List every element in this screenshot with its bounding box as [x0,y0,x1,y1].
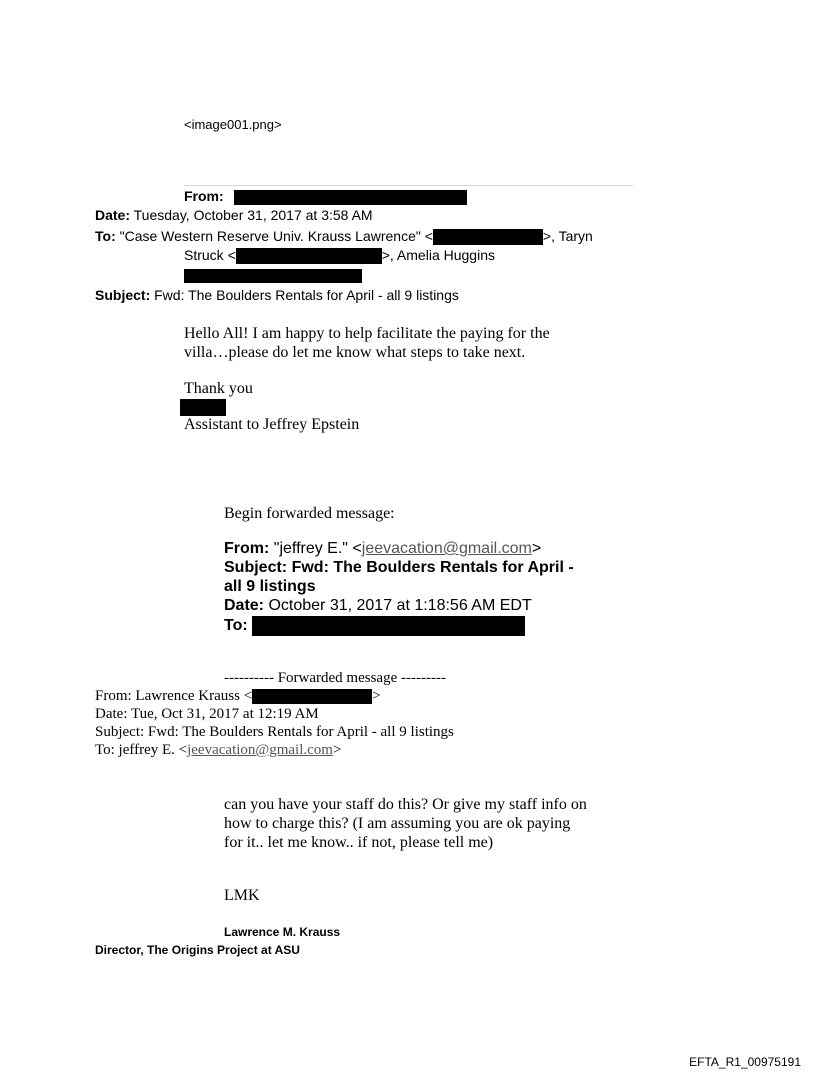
from-row [184,188,467,205]
thanks-line: Thank you [184,380,253,397]
fwd-from-name: "jeffrey E." < [269,540,362,557]
inner-to-row [95,742,341,759]
inner-date: Date: Tue, Oct 31, 2017 at 12:19 AM [95,706,319,722]
fwd-subject-line-2: all 9 listings [224,578,316,595]
to-label: To: [95,228,116,244]
inner-to-prefix: To: jeffrey E. < [95,742,188,758]
subject-row [95,287,459,303]
subject-value: Fwd: The Boulders Rentals for April - all 9 listings [150,287,459,303]
signature-line: Assistant to Jeffrey Epstein [184,416,360,433]
date-row [95,207,373,223]
fwd-from-email-link[interactable]: jeevacation@gmail.com [361,540,532,557]
msg-line-1: can you have your staff do this? Or give my staff info on [224,796,587,813]
to-value-1: "Case Western Reserve Univ. Krauss Lawrence" < [115,228,433,244]
body-line-1: Hello All! I am happy to help facilitate the paying for the [184,325,550,342]
header-divider [184,185,633,186]
signature-title: Director, The Origins Project at ASU [95,943,300,957]
redacted-signer [180,398,226,416]
fwd-subject-line-1: Fwd: The Boulders Rentals for April - [287,559,574,576]
subject-label: Subject: [95,287,151,303]
to-value-2: >, Taryn [542,228,593,244]
fwd-from-close: > [531,540,542,557]
inner-subject: Subject: Fwd: The Boulders Rentals for April - all 9 listings [95,724,454,740]
inner-from: From: Lawrence Krauss < [95,688,253,704]
from-label: From: [184,188,224,204]
body-line-2: villa…please do let me know what steps to take next. [184,344,526,361]
msg-line-3: for it.. let me know.. if not, please tell me) [224,834,494,851]
inner-from-close: > [372,688,381,704]
redacted-to-1 [433,229,543,245]
image-placeholder: <image001.png> [184,117,282,132]
redacted-fwd-to [252,616,525,636]
to-row-2 [184,247,495,264]
msg-line-2: how to charge this? (I am assuming you are ok paying [224,815,571,832]
fwd-from-row [224,540,541,558]
fwd-date-row [224,597,532,615]
inner-from-row [95,688,381,705]
redacted-inner-from [252,689,372,704]
fwd-subject-row [224,559,574,577]
inner-to-close: > [332,742,342,758]
date-label: Date: [95,207,131,223]
forward-intro: Begin forwarded message: [224,505,395,522]
fwd-date-label: Date: [224,597,265,614]
inner-to-email-link[interactable]: jeevacation@gmail.com [187,742,333,758]
fwd-date-value: October 31, 2017 at 1:18:56 AM EDT [264,597,532,614]
to-row-3 [184,267,362,285]
fwd-to-label: To: [224,617,248,635]
redacted-to-3 [184,269,362,283]
to-value-4: >, Amelia Huggins [381,247,495,263]
redacted-from [234,190,467,205]
fwd-subject-label: Subject: [224,559,288,576]
date-value: Tuesday, October 31, 2017 at 3:58 AM [130,207,373,223]
lmk-line: LMK [224,887,260,904]
redacted-to-2 [236,248,382,264]
document-id: EFTA_R1_00975191 [689,1055,801,1069]
fwd-from-label: From: [224,540,270,557]
inner-divider: ---------- Forwarded message --------- [224,670,446,686]
to-row [95,228,593,245]
signature-name: Lawrence M. Krauss [224,925,341,939]
fwd-to-row [224,616,525,636]
to-value-3: Struck < [184,247,236,263]
